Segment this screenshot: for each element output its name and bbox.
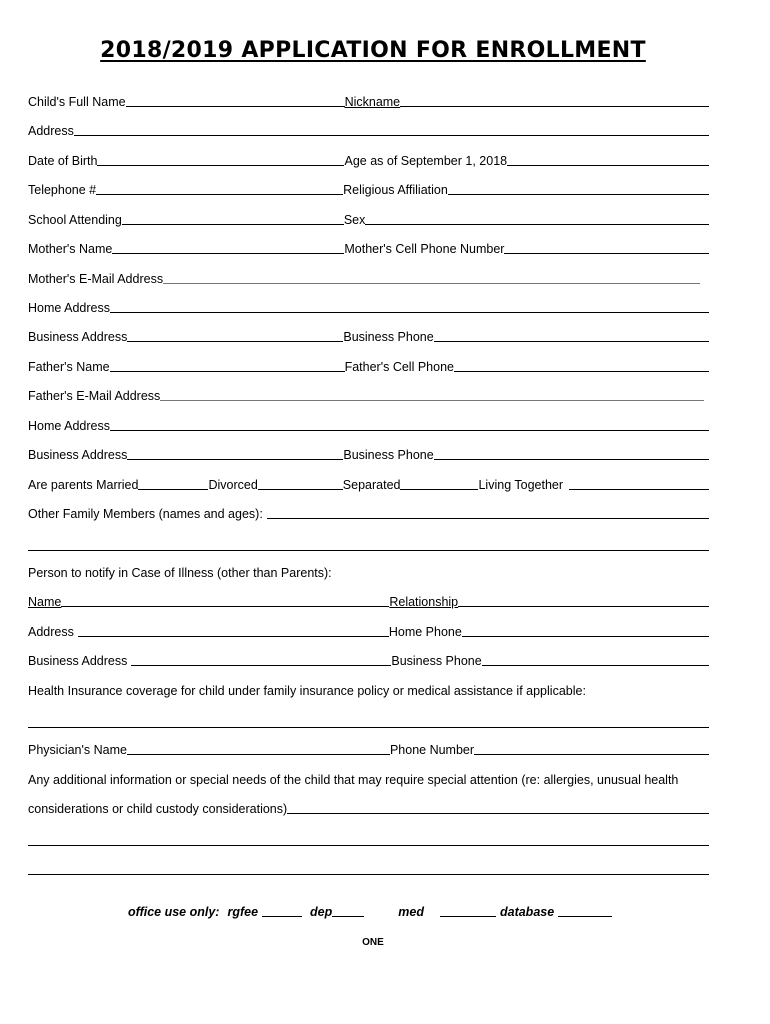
father-name-label: Father's Name: [28, 360, 110, 374]
mother-business-address-field[interactable]: [127, 340, 343, 342]
father-business-phone-field[interactable]: [434, 458, 709, 460]
notify-address-label: Address: [28, 625, 74, 639]
age-label: Age as of September 1, 2018: [344, 154, 508, 168]
dep-label: dep: [310, 905, 333, 919]
notify-address-field[interactable]: [78, 635, 389, 637]
additional-info-field[interactable]: [287, 812, 709, 814]
mother-home-field[interactable]: [110, 311, 709, 313]
father-name-field[interactable]: [110, 370, 345, 372]
mother-business-phone-field[interactable]: [434, 340, 709, 342]
other-family-label: Other Family Members (names and ages):: [28, 507, 263, 521]
rgfee-label: rgfee: [227, 905, 259, 919]
address-label: Address: [28, 124, 74, 138]
row-additional-2: [28, 800, 709, 818]
mother-home-label: Home Address: [28, 301, 110, 315]
religious-label: Religious Affiliation: [343, 183, 448, 197]
father-business-address-label: Business Address: [28, 448, 128, 462]
religious-field[interactable]: [448, 193, 709, 195]
insurance-field[interactable]: [28, 727, 709, 728]
row-notify-business: [28, 652, 709, 670]
notify-business-phone-label: Business Phone: [391, 654, 482, 668]
father-cell-label: Father's Cell Phone: [344, 360, 454, 374]
row-mother-name: [28, 240, 709, 258]
physician-field[interactable]: [127, 753, 390, 755]
mother-business-address-label: Business Address: [28, 330, 128, 344]
form-title: 2018/2019 APPLICATION FOR ENROLLMENT: [100, 38, 646, 63]
row-father-home: [28, 417, 709, 435]
phone-number-label: Phone Number: [389, 743, 475, 757]
married-field[interactable]: [138, 488, 208, 490]
telephone-label: Telephone #: [28, 183, 97, 197]
row-father-name: [28, 358, 709, 376]
row-school: [28, 211, 709, 229]
row-address: [28, 122, 709, 140]
mother-name-field[interactable]: [112, 252, 344, 254]
relationship-field[interactable]: [458, 605, 709, 607]
dep-field[interactable]: [332, 915, 364, 917]
married-label: Are parents Married: [28, 478, 139, 492]
mother-cell-label: Mother's Cell Phone Number: [344, 242, 505, 256]
additional-info-label: Any additional information or special needs of the child that may require special attention (re: allergies, unusual health: [28, 773, 679, 787]
father-home-field[interactable]: [110, 429, 709, 431]
telephone-field[interactable]: [96, 193, 343, 195]
father-business-phone-label: Business Phone: [343, 448, 434, 462]
row-additional-1: [28, 771, 709, 789]
mother-cell-field[interactable]: [504, 252, 709, 254]
page-footer: ONE: [362, 937, 384, 948]
rgfee-field[interactable]: [262, 915, 302, 917]
row-marital-status: [28, 476, 709, 494]
living-together-label: Living Together: [478, 478, 564, 492]
mother-name-label: Mother's Name: [28, 242, 113, 256]
father-email-field[interactable]: [160, 399, 704, 401]
phone-number-field[interactable]: [474, 753, 709, 755]
database-label: database: [499, 905, 555, 919]
row-mother-business: [28, 328, 709, 346]
sex-field[interactable]: [365, 223, 709, 225]
row-child-name: [28, 93, 709, 111]
divorced-label: Divorced: [208, 478, 258, 492]
mother-email-label: Mother's E-Mail Address: [28, 272, 164, 286]
row-notify-name: [28, 593, 709, 611]
nickname-field[interactable]: [400, 105, 709, 107]
sex-label: Sex: [343, 213, 366, 227]
row-father-email: [28, 387, 704, 405]
age-field[interactable]: [507, 164, 709, 166]
father-home-label: Home Address: [28, 419, 110, 433]
dob-field[interactable]: [97, 164, 344, 166]
row-insurance: [28, 682, 709, 700]
other-family-field[interactable]: [267, 517, 709, 519]
divorced-field[interactable]: [258, 488, 343, 490]
database-field[interactable]: [558, 915, 612, 917]
father-email-label: Father's E-Mail Address: [28, 389, 161, 403]
living-together-field[interactable]: [569, 488, 709, 490]
row-dob: [28, 152, 709, 170]
address-field[interactable]: [74, 134, 709, 136]
additional-info-field-2[interactable]: [28, 845, 709, 846]
office-use-section: [128, 905, 616, 919]
additional-info-field-3[interactable]: [28, 874, 709, 875]
med-field[interactable]: [440, 915, 496, 917]
notify-heading: Person to notify in Case of Illness (other than Parents):: [28, 566, 332, 580]
additional-info-label-2: considerations or child custody considerations): [28, 802, 288, 816]
nickname-label: Nickname: [344, 95, 401, 109]
med-label: med: [398, 905, 424, 919]
row-physician: [28, 741, 709, 759]
separated-field[interactable]: [400, 488, 478, 490]
mother-email-field[interactable]: [163, 282, 700, 284]
school-field[interactable]: [122, 223, 344, 225]
notify-name-field[interactable]: [61, 605, 389, 607]
father-cell-field[interactable]: [454, 370, 709, 372]
other-family-field-2[interactable]: [28, 550, 709, 551]
mother-business-phone-label: Business Phone: [343, 330, 434, 344]
row-mother-home: [28, 299, 709, 317]
office-use-label: office use only:: [128, 905, 220, 919]
notify-business-address-field[interactable]: [131, 664, 391, 666]
dob-label: Date of Birth: [28, 154, 98, 168]
notify-business-address-label: Business Address: [28, 654, 128, 668]
notify-name-label: Name: [28, 595, 62, 609]
row-father-business: [28, 446, 709, 464]
row-notify-heading: [28, 564, 709, 582]
home-phone-label: Home Phone: [388, 625, 462, 639]
row-notify-address: [28, 623, 709, 641]
separated-label: Separated: [342, 478, 401, 492]
notify-business-phone-field[interactable]: [482, 664, 709, 666]
father-business-address-field[interactable]: [127, 458, 343, 460]
relationship-label: Relationship: [389, 595, 459, 609]
home-phone-field[interactable]: [462, 635, 709, 637]
row-mother-email: [28, 270, 700, 288]
insurance-label: Health Insurance coverage for child under family insurance policy or medical assistance if applicable:: [28, 684, 586, 698]
row-telephone: [28, 181, 709, 199]
school-label: School Attending: [28, 213, 122, 227]
row-other-family: [28, 505, 709, 523]
child-name-label: Child's Full Name: [28, 95, 126, 109]
child-name-field[interactable]: [126, 105, 345, 107]
physician-label: Physician's Name: [28, 743, 127, 757]
